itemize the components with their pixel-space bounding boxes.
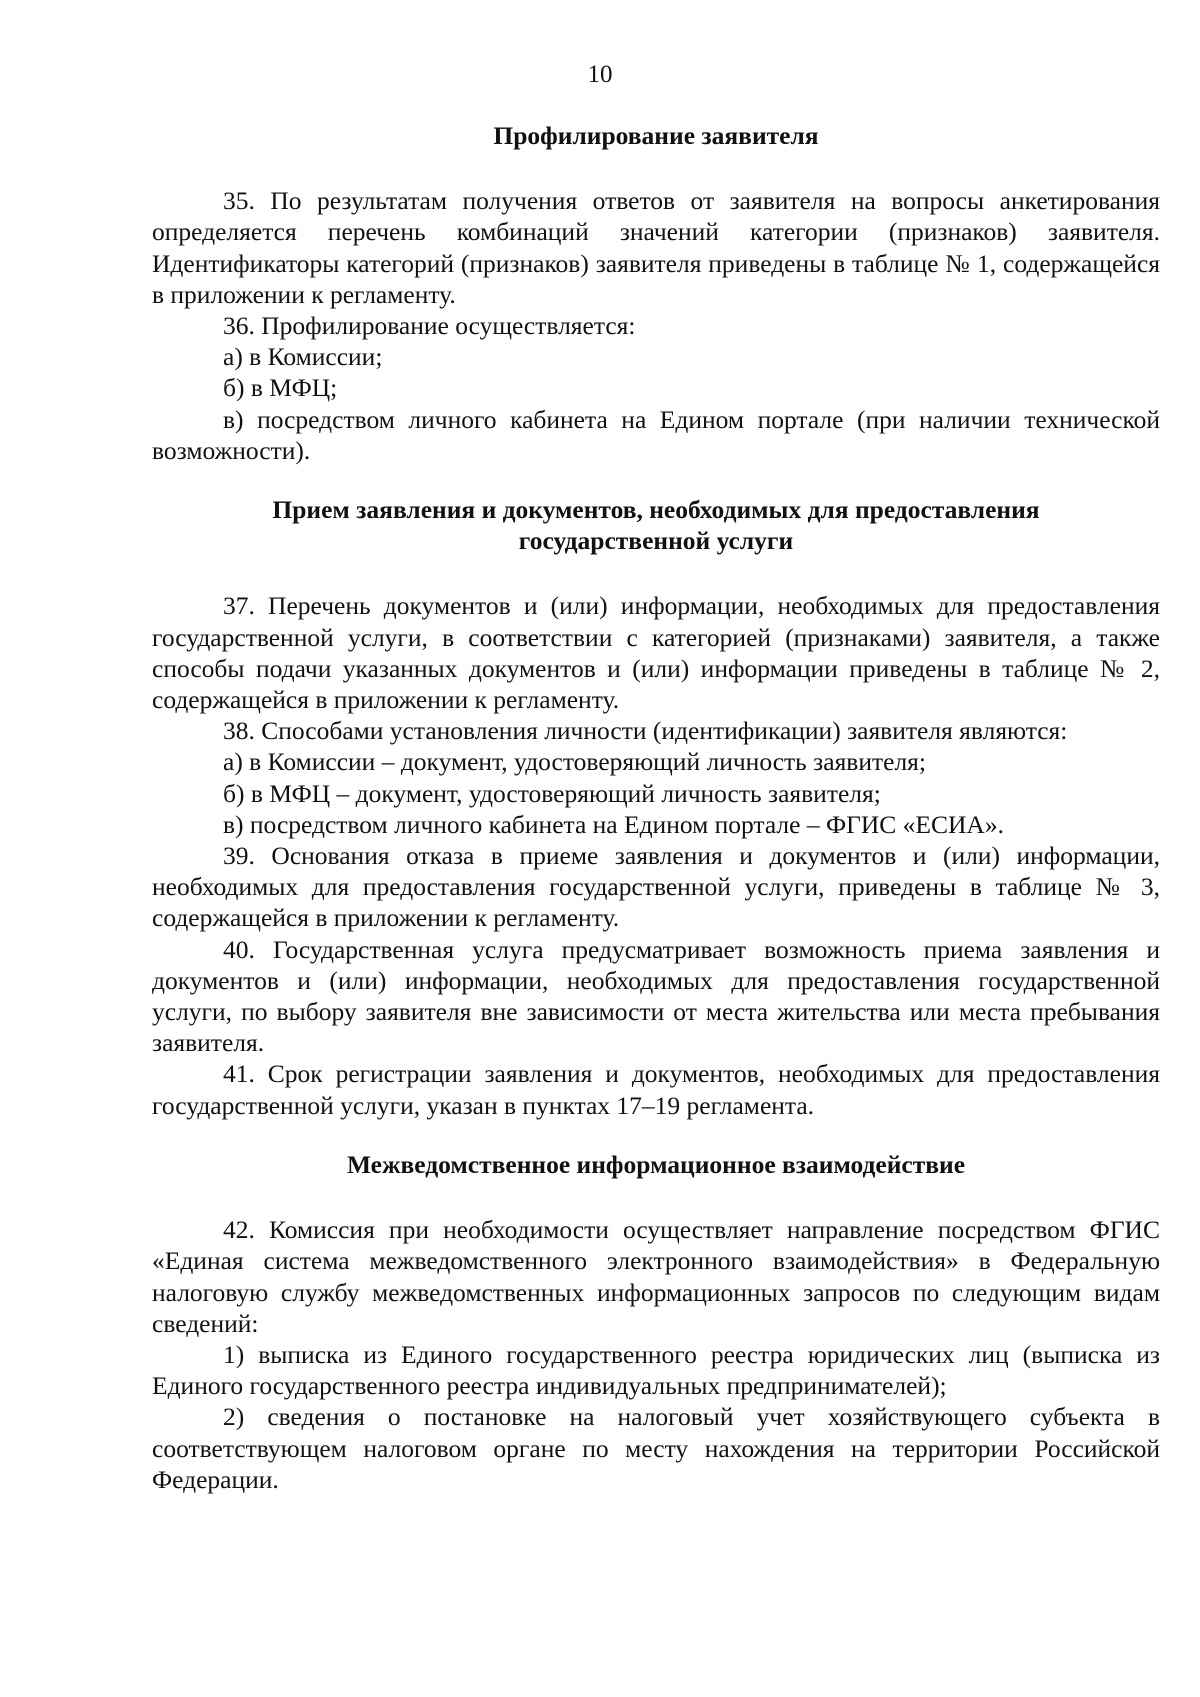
paragraph-42: 42. Комиссия при необходимости осуществляет направление посредством ФГИС «Единая система межведомственного электронного взаимодействия» в Федеральную налоговую службу межведомственных информационных запросов по следующим видам сведений: <box>152 1215 1160 1338</box>
paragraph-36-b: б) в МФЦ; <box>223 373 338 403</box>
paragraph-35: 35. По результатам получения ответов от заявителя на вопросы анкетирования определяется перечень комбинаций значений категории (признаков) заявителя. Идентификаторы категорий (признаков) заявителя приведены в таблице № 1, содержащейся в приложении к регламенту. <box>152 186 1160 309</box>
document-body <box>152 120 1160 1495</box>
paragraph-36-v: в) посредством личного кабинета на Едином портале (при наличии технической возможности). <box>152 404 1160 465</box>
section-heading-profiling: Профилирование заявителя <box>493 121 819 150</box>
section-heading-interaction: Межведомственное информационное взаимодействие <box>346 1149 966 1179</box>
paragraph-38-a: а) в Комиссии – документ, удостоверяющий личность заявителя; <box>223 747 926 777</box>
paragraph-38-b: б) в МФЦ – документ, удостоверяющий личность заявителя; <box>223 778 881 808</box>
paragraph-40: 40. Государственная услуга предусматривает возможность приема заявления и документов и (или) информации, необходимых для предоставления государственной услуги, по выбору заявителя вне зависимости от места жительства или места пребывания заявителя. <box>152 934 1160 1058</box>
paragraph-38: 38. Способами установления личности (идентификации) заявителя являются: <box>223 716 1068 746</box>
paragraph-42-1: 1) выписка из Единого государственного реестра юридических лиц (выписка из Единого государственного реестра индивидуальных предпринимателей); <box>152 1339 1160 1401</box>
page-number: 10 <box>587 61 613 88</box>
paragraph-36: 36. Профилирование осуществляется: <box>223 311 636 341</box>
paragraph-37: 37. Перечень документов и (или) информации, необходимых для предоставления государственной услуги, в соответствии с категорией (признаками) заявителя, а также способы подачи указанных документов и (или) информации приведены в таблице № 2, содержащейся в приложении к регламенту. <box>152 591 1160 715</box>
paragraph-38-v: в) посредством личного кабинета на Едином портале – ФГИС «ЕСИА». <box>223 809 1004 839</box>
paragraph-41: 41. Срок регистрации заявления и документов, необходимых для предоставления государственной услуги, указан в пунктах 17–19 регламента. <box>152 1059 1160 1120</box>
section-heading-reception-line2: государственной услуги <box>518 526 794 556</box>
paragraph-36-a: а) в Комиссии; <box>223 342 383 372</box>
section-heading-reception <box>152 494 1160 556</box>
paragraph-39: 39. Основания отказа в приеме заявления и документов и (или) информации, необходимых для предоставления государственной услуги, приведены в таблице № 3, содержащейся в приложении к регламенту. <box>152 841 1160 933</box>
section-heading-reception-line1: Прием заявления и документов, необходимых для предоставления <box>272 495 1040 525</box>
paragraph-42-2: 2) сведения о постановке на налоговый учет хозяйствующего субъекта в соответствующем налоговом органе по месту нахождения на территории Российской Федерации. <box>152 1402 1160 1494</box>
